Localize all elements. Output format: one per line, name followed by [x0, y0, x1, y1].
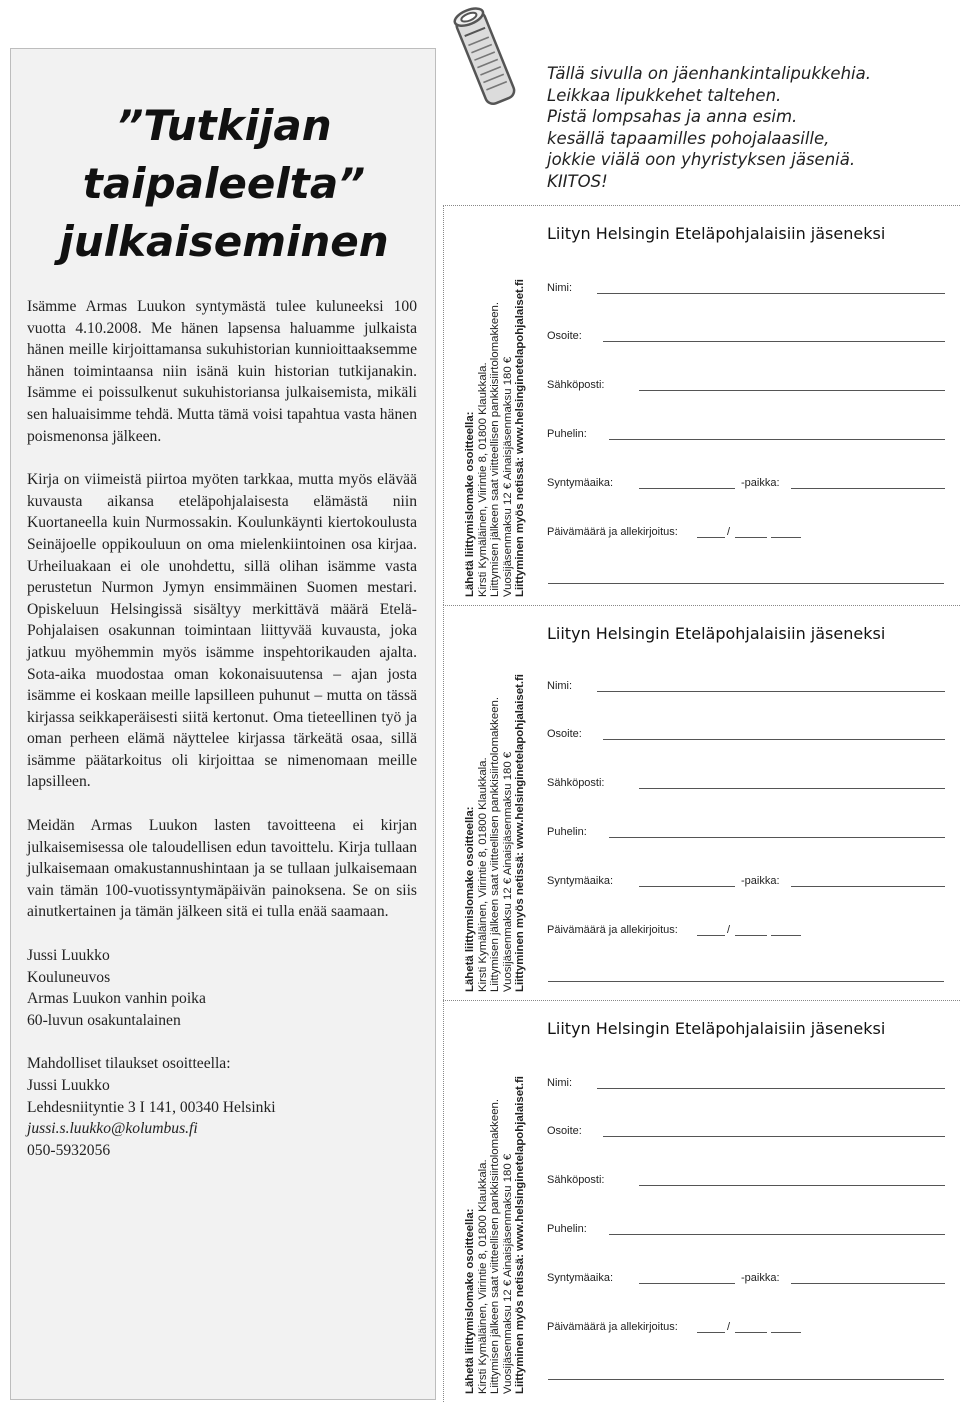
field-label: Sähköposti:: [547, 1174, 605, 1186]
date-signature-field[interactable]: [547, 922, 947, 938]
notice-line: KIITOS!: [547, 171, 608, 191]
name-field[interactable]: [547, 1075, 947, 1091]
notice-line: Leikkaa lipukkehet taltehen.: [547, 85, 782, 105]
side-fees: Vuosijäsenmaksu 12 € Ainaisjäsenmaksu 180 €: [501, 356, 514, 597]
signature-line: Kouluneuvos: [27, 968, 111, 986]
side-web[interactable]: Liittyminen myös netissä: www.helsinginetelapohjalaiset.fi: [514, 279, 526, 597]
field-label: Päivämäärä ja allekirjoitus:: [547, 526, 678, 538]
notice-text: [547, 63, 957, 192]
field-label: Päivämäärä ja allekirjoitus:: [547, 924, 678, 936]
signature-line[interactable]: [548, 583, 944, 584]
paragraph-2: [27, 469, 417, 793]
orders-address: Lehdesniityntie 3 I 141, 00340 Helsinki: [27, 1098, 276, 1116]
birth-field[interactable]: [547, 1270, 947, 1286]
birth-field[interactable]: [547, 475, 947, 491]
field-label: Osoite:: [547, 330, 582, 342]
side-ref: Liittymisen jälkeen saat viitteellisen pankkisiirtolomakkeen.: [489, 301, 501, 597]
phone-field[interactable]: [547, 824, 947, 840]
field-label: Puhelin:: [547, 428, 587, 440]
field-label: -paikka:: [741, 1272, 780, 1284]
field-label: Nimi:: [547, 282, 573, 294]
side-heading: Lähetä liittymislomake osoitteella:: [464, 806, 476, 992]
coupon-title: Liityn Helsingin Eteläpohjalaisiin jäseneksi: [547, 224, 886, 243]
field-label: Osoite:: [547, 728, 582, 740]
notice-line: Tällä sivulla on jäenhankintalipukkehia.: [547, 64, 871, 83]
field-label: Puhelin:: [547, 826, 587, 838]
phone-field[interactable]: [547, 426, 947, 442]
coupon-side-info: [464, 212, 549, 597]
side-ref: Liittymisen jälkeen saat viitteellisen pankkisiirtolomakkeen.: [489, 696, 501, 992]
signature-line[interactable]: [548, 1379, 944, 1380]
side-fees: Vuosijäsenmaksu 12 € Ainaisjäsenmaksu 180 €: [501, 1153, 514, 1394]
field-label: /: [727, 924, 731, 936]
orders-phone: 050-5932056: [27, 1141, 111, 1159]
field-label: Syntymäaika:: [547, 1272, 614, 1284]
field-label: /: [727, 1321, 731, 1333]
paragraph-3: [27, 815, 417, 923]
address-field[interactable]: [547, 726, 947, 742]
orders-heading: Mahdolliset tilaukset osoitteella:: [27, 1055, 231, 1073]
article-box: [10, 48, 436, 1400]
date-signature-field[interactable]: [547, 1319, 947, 1335]
field-label: Nimi:: [547, 680, 573, 692]
coupon-side-info: [464, 1009, 549, 1394]
side-web[interactable]: Liittyminen myös netissä: www.helsinginetelapohjalaiset.fi: [514, 674, 526, 992]
side-address: Kirsti Kymäläinen, Viirintie 8, 01800 Klaukkala.: [476, 362, 489, 597]
signature-line: Jussi Luukko: [27, 947, 110, 965]
article-title: [11, 97, 437, 271]
field-label: /: [727, 526, 731, 538]
address-field[interactable]: [547, 1123, 947, 1139]
field-label: Päivämäärä ja allekirjoitus:: [547, 1321, 678, 1333]
signature-line[interactable]: [548, 981, 944, 982]
address-field[interactable]: [547, 328, 947, 344]
side-fees: Vuosijäsenmaksu 12 € Ainaisjäsenmaksu 180 €: [501, 751, 514, 992]
paragraph-text: Meidän Armas Luukon lasten tavoitteena ei kirjan julkaisemisessa ole taloudellisen edun tavoittelu. Kirja tullaan julkaisemaan omakustannushintaan ja se tullaan julkaisemaan vain tämän 100-vuotissyntymäpäivän painoksena. Se on siis ainutkertainen ja tämän jälkeen sitä ei tulla enää saamaan.: [27, 817, 417, 921]
signature-line: Armas Luukon vanhin poika: [27, 990, 206, 1008]
field-label: Syntymäaika:: [547, 477, 614, 489]
email-field[interactable]: [547, 1172, 947, 1188]
notice-line: jokkie viälä oon yhyristyksen jäseniä.: [547, 150, 856, 169]
name-field[interactable]: [547, 280, 947, 296]
coupon-title: Liityn Helsingin Eteläpohjalaisiin jäseneksi: [547, 624, 886, 643]
date-signature-field[interactable]: [547, 524, 947, 540]
coupon-title: Liityn Helsingin Eteläpohjalaisiin jäseneksi: [547, 1019, 886, 1038]
title-line: taipaleelta”: [82, 159, 366, 208]
field-label: -paikka:: [741, 477, 780, 489]
phone-field[interactable]: [547, 1221, 947, 1237]
notice-line: Pistä lompsahas ja anna esim.: [547, 107, 798, 126]
signature-line: 60-luvun osakuntalainen: [27, 1011, 181, 1029]
side-ref: Liittymisen jälkeen saat viitteellisen pankkisiirtolomakkeen.: [489, 1098, 501, 1394]
membership-coupon: [443, 1000, 960, 1402]
birth-field[interactable]: [547, 873, 947, 889]
side-address: Kirsti Kymäläinen, Viirintie 8, 01800 Klaukkala.: [476, 757, 489, 992]
side-address: Kirsti Kymäläinen, Viirintie 8, 01800 Klaukkala.: [476, 1159, 489, 1394]
paragraph-text: Isämme Armas Luukon syntymästä tulee kuluneeksi 100 vuotta 4.10.2008. Me hänen lapsensa haluamme julkaista hänen meille kirjoittamansa sukuhistorian kunnioittaaksemme hänen toimintaansa niin isänä kuin historian tutkijanakin. Isämme ei poissulkenut sukuhistoriansa julkaisemista, mikäli sen haluaisimme tehdä. Mutta tämä voisi tapahtua vasta hänen poismenonsa jälkeen.: [27, 298, 417, 445]
orders-block: [27, 1053, 417, 1161]
paragraph-text: Kirja on viimeistä piirtoa myöten tarkkaa, mutta myös elävää kuvausta aikansa eteläpohjalaisesta elämästä niin Kuortaneella kuin Nurmossakin. Koulunkäynti kiertokoulusta Seinäjoelle oppikouluun on oma mielenkiintoinen osa kirjaa. Urheiluakaan ei ole unohdettu, sillä olihan isämme vasta perustetun Nurmon Jymyn ensimmäinen Suomen mestari. Opiskeluun Helsingissä sisältyy merkittävä määrä Etelä-Pohjalaisen osakunnan toimintaan liittyvää kuvausta, joka jatkuu myöhemmin myös isämme inspehtorikauden ajalta. Sota-aika muodostaa oman kokonaisuutensa – ajan josta isämme ei koskaan meille lapsilleen puhunut – mutta on tässä kirjassa seikkaperäisesti siitä kertonut. Oma tieteellinen työ ja oman perheen elämä näyttelee kirjassa tärkeätä osaa, sillä isämme päätarkoitus oli kirjoittaa se nimenomaan meille lapsilleen.: [27, 471, 417, 791]
field-label: -paikka:: [741, 875, 780, 887]
field-label: Sähköposti:: [547, 379, 605, 391]
title-line: ”Tutkijan: [116, 101, 332, 150]
membership-coupon: [443, 605, 960, 1000]
rolled-newspaper-icon: [450, 2, 520, 112]
field-label: Nimi:: [547, 1077, 573, 1089]
side-heading: Lähetä liittymislomake osoitteella:: [464, 1208, 476, 1394]
side-web[interactable]: Liittyminen myös netissä: www.helsinginetelapohjalaiset.fi: [514, 1076, 526, 1394]
field-label: Osoite:: [547, 1125, 582, 1137]
orders-email[interactable]: jussi.s.luukko@kolumbus.fi: [27, 1120, 198, 1138]
orders-name: Jussi Luukko: [27, 1077, 110, 1094]
article-body: [27, 296, 417, 1161]
paragraph-1: [27, 296, 417, 447]
field-label: Puhelin:: [547, 1223, 587, 1235]
field-label: Sähköposti:: [547, 777, 605, 789]
email-field[interactable]: [547, 377, 947, 393]
notice-line: kesällä tapaamilles pohojalaasille,: [547, 128, 830, 148]
side-heading: Lähetä liittymislomake osoitteella:: [464, 411, 476, 597]
name-field[interactable]: [547, 678, 947, 694]
field-label: Syntymäaika:: [547, 875, 614, 887]
coupon-side-info: [464, 607, 549, 992]
email-field[interactable]: [547, 775, 947, 791]
title-line: julkaiseminen: [59, 217, 389, 266]
membership-coupon: [443, 205, 960, 605]
